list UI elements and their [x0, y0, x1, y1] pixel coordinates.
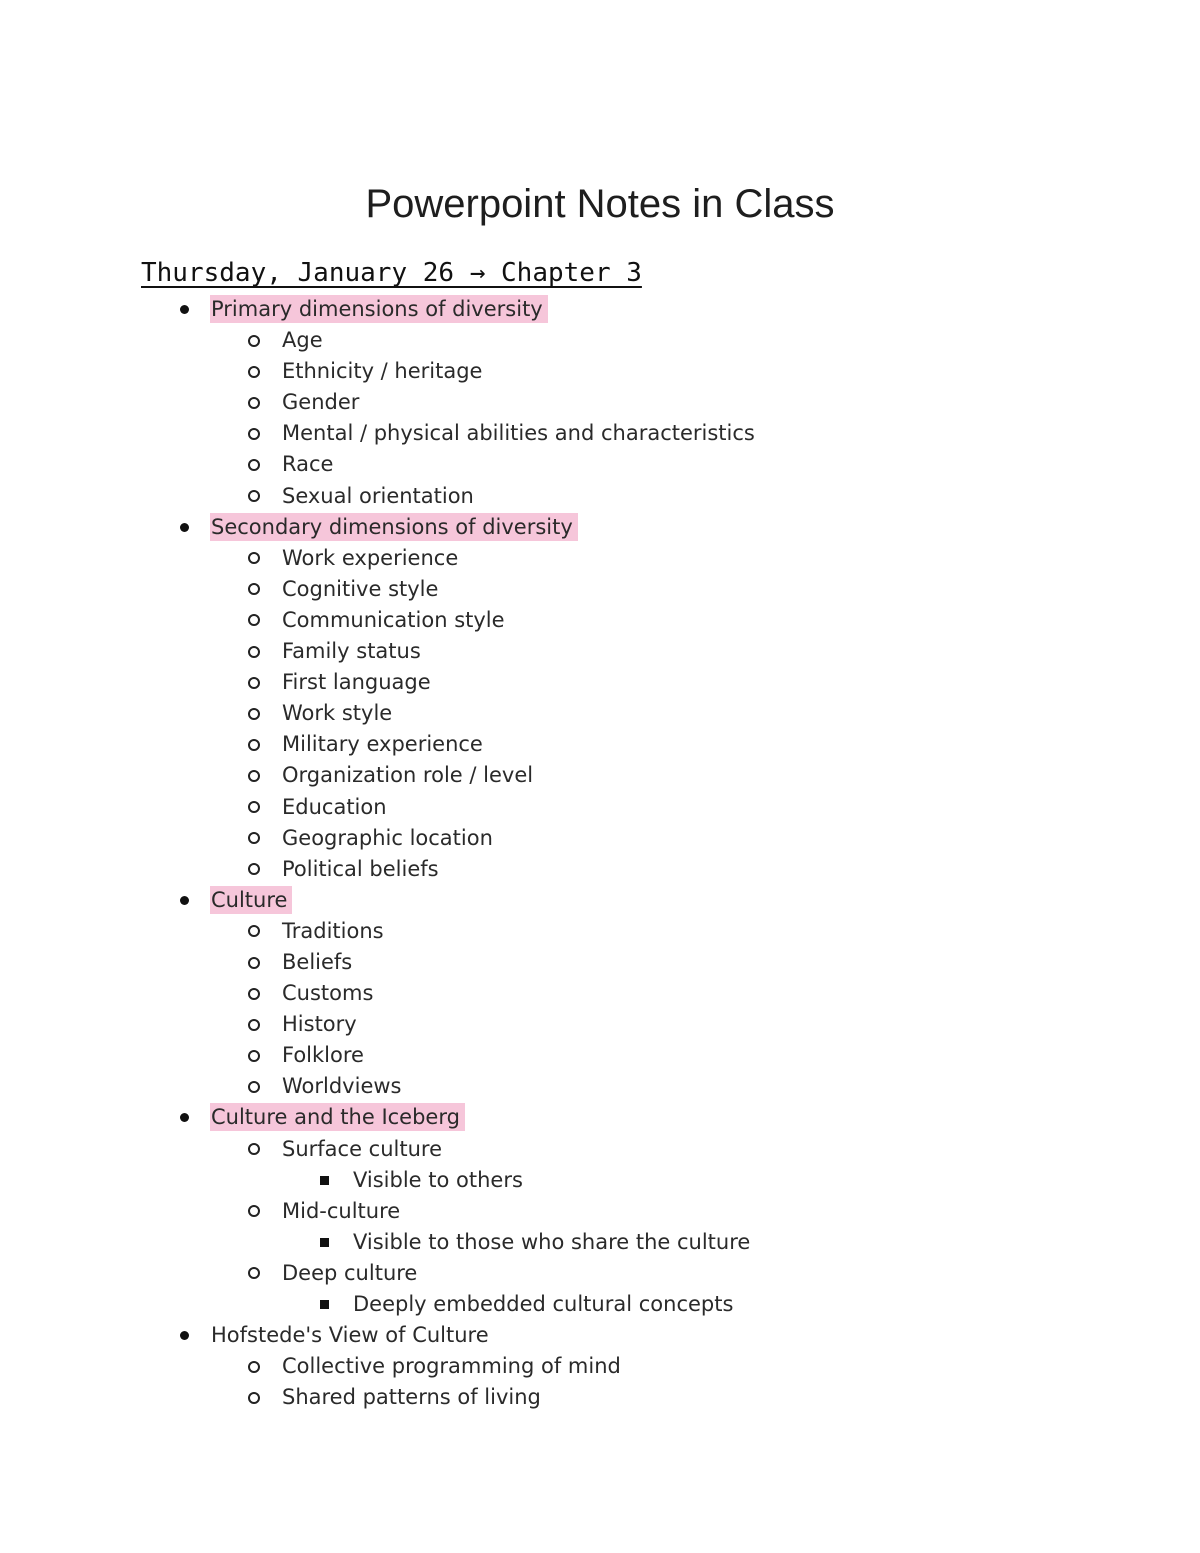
bullet-label: Hofstede's View of Culture [211, 1323, 489, 1348]
bullet-label: Family status [282, 639, 421, 664]
bullet-text [282, 356, 482, 387]
bullet-label: Military experience [282, 732, 483, 757]
bullet-item [0, 512, 1200, 543]
hollow-bullet-icon [246, 574, 262, 605]
bullet-text [282, 1351, 621, 1382]
hollow-bullet-icon [246, 1134, 262, 1165]
square-bullet-icon [316, 1227, 332, 1258]
sub-bullet-item [0, 947, 1200, 978]
bullet-label: Beliefs [282, 949, 353, 974]
hollow-bullet-icon [246, 1071, 262, 1102]
sub-bullet-item [0, 325, 1200, 356]
hollow-bullet-icon [246, 605, 262, 636]
bullet-text [282, 605, 505, 636]
sub-bullet-item [0, 1196, 1200, 1227]
bullet-text [282, 1258, 417, 1289]
bullet-text [282, 947, 352, 978]
sub-bullet-item [0, 916, 1200, 947]
bullet-label: Folklore [282, 1043, 364, 1068]
sub-sub-bullet-item [0, 1227, 1200, 1258]
filled-bullet-icon [176, 294, 192, 325]
bullet-text [353, 1165, 523, 1196]
bullet-text [353, 1227, 750, 1258]
bullet-text [282, 325, 323, 356]
bullet-text [282, 854, 439, 885]
highlighted-text: Culture [210, 886, 292, 914]
bullet-label: Education [282, 794, 387, 819]
bullet-text [282, 481, 474, 512]
sub-bullet-item [0, 792, 1200, 823]
bullet-item [0, 1320, 1200, 1351]
sub-bullet-item [0, 667, 1200, 698]
bullet-item [0, 294, 1200, 325]
hollow-bullet-icon [246, 418, 262, 449]
bullet-label: Organization role / level [282, 763, 534, 788]
sub-bullet-item [0, 1351, 1200, 1382]
hollow-bullet-icon [246, 1351, 262, 1382]
bullet-text [282, 636, 421, 667]
hollow-bullet-icon [246, 916, 262, 947]
bullet-text [282, 792, 387, 823]
bullet-label: Communication style [282, 607, 505, 632]
hollow-bullet-icon [246, 481, 262, 512]
hollow-bullet-icon [246, 1196, 262, 1227]
bullet-text [282, 1196, 400, 1227]
bullet-label: Surface culture [282, 1136, 443, 1161]
hollow-bullet-icon [246, 543, 262, 574]
sub-bullet-item [0, 418, 1200, 449]
bullet-label: Age [282, 328, 323, 353]
bullet-label: Race [282, 452, 334, 477]
bullet-item [0, 1102, 1200, 1133]
bullet-text [211, 1320, 489, 1351]
sub-bullet-item [0, 1134, 1200, 1165]
bullet-label: Work style [282, 701, 393, 726]
bullet-text [282, 823, 493, 854]
bullet-label: History [282, 1012, 357, 1037]
hollow-bullet-icon [246, 698, 262, 729]
sub-bullet-item [0, 356, 1200, 387]
bullet-text [282, 574, 438, 605]
hollow-bullet-icon [246, 325, 262, 356]
bullet-text [282, 449, 333, 480]
filled-bullet-icon [176, 1320, 192, 1351]
bullet-text [282, 418, 755, 449]
bullet-text [282, 729, 483, 760]
bullet-label: Mental / physical abilities and characteristics [282, 421, 755, 446]
hollow-bullet-icon [246, 449, 262, 480]
bullet-text [353, 1289, 733, 1320]
bullet-text [282, 1382, 541, 1413]
hollow-bullet-icon [246, 729, 262, 760]
sub-bullet-item [0, 1040, 1200, 1071]
hollow-bullet-icon [246, 854, 262, 885]
bullet-text [282, 916, 384, 947]
bullet-text [282, 1009, 357, 1040]
bullet-text [282, 1040, 364, 1071]
hollow-bullet-icon [246, 1009, 262, 1040]
hollow-bullet-icon [246, 636, 262, 667]
sub-sub-bullet-item [0, 1289, 1200, 1320]
bullet-label: Traditions [282, 918, 384, 943]
hollow-bullet-icon [246, 1040, 262, 1071]
bullet-text [282, 698, 392, 729]
sub-bullet-item [0, 543, 1200, 574]
bullet-text [282, 1071, 401, 1102]
highlighted-text: Culture and the Iceberg [210, 1103, 465, 1131]
bullet-label: Political beliefs [282, 856, 439, 881]
hollow-bullet-icon [246, 978, 262, 1009]
bullet-label: First language [282, 670, 431, 695]
bullet-label: Deeply embedded cultural concepts [353, 1292, 734, 1316]
square-bullet-icon [316, 1289, 332, 1320]
highlighted-text: Secondary dimensions of diversity [210, 513, 578, 541]
bullet-item [0, 885, 1200, 916]
sub-bullet-item [0, 1071, 1200, 1102]
bullet-label: Geographic location [282, 825, 493, 850]
bullet-label: Ethnicity / heritage [282, 359, 483, 384]
hollow-bullet-icon [246, 792, 262, 823]
filled-bullet-icon [176, 512, 192, 543]
bullet-label: Customs [282, 981, 374, 1006]
sub-bullet-item [0, 978, 1200, 1009]
hollow-bullet-icon [246, 387, 262, 418]
document-title: Powerpoint Notes in Class [365, 182, 835, 226]
bullet-label: Deep culture [282, 1260, 418, 1285]
bullet-text [282, 760, 533, 791]
sub-bullet-item [0, 854, 1200, 885]
sub-sub-bullet-item [0, 1165, 1200, 1196]
bullet-label: Shared patterns of living [282, 1385, 541, 1410]
bullet-label: Worldviews [282, 1074, 402, 1099]
bullet-text [211, 512, 578, 543]
sub-bullet-item [0, 574, 1200, 605]
sub-bullet-item [0, 729, 1200, 760]
sub-bullet-item [0, 1258, 1200, 1289]
bullet-label: Mid-culture [282, 1198, 401, 1223]
bullet-label: Cognitive style [282, 576, 439, 601]
sub-bullet-item [0, 1009, 1200, 1040]
sub-bullet-item [0, 449, 1200, 480]
hollow-bullet-icon [246, 356, 262, 387]
bullet-label: Collective programming of mind [282, 1354, 621, 1379]
highlighted-text: Primary dimensions of diversity [210, 295, 548, 323]
bullet-label: Visible to others [353, 1167, 523, 1192]
hollow-bullet-icon [246, 1258, 262, 1289]
sub-bullet-item [0, 823, 1200, 854]
filled-bullet-icon [176, 1102, 192, 1133]
bullet-text [282, 387, 359, 418]
bullet-text [211, 1102, 465, 1133]
sub-bullet-item [0, 481, 1200, 512]
bullet-label: Visible to those who share the culture [353, 1229, 751, 1254]
hollow-bullet-icon [246, 667, 262, 698]
sub-bullet-item [0, 760, 1200, 791]
bullet-text [282, 543, 458, 574]
notes-outline [0, 294, 1200, 1413]
bullet-label: Gender [282, 390, 360, 415]
sub-bullet-item [0, 1382, 1200, 1413]
square-bullet-icon [316, 1165, 332, 1196]
bullet-label: Work experience [282, 545, 459, 570]
bullet-text [282, 978, 373, 1009]
bullet-label: Sexual orientation [282, 483, 474, 508]
bullet-text [211, 885, 292, 916]
sub-bullet-item [0, 605, 1200, 636]
sub-bullet-item [0, 698, 1200, 729]
hollow-bullet-icon [246, 823, 262, 854]
hollow-bullet-icon [246, 760, 262, 791]
bullet-text [282, 667, 431, 698]
sub-bullet-item [0, 636, 1200, 667]
filled-bullet-icon [176, 885, 192, 916]
sub-bullet-item [0, 387, 1200, 418]
section-heading: Thursday, January 26 → Chapter 3 [141, 258, 642, 288]
bullet-text [282, 1134, 442, 1165]
hollow-bullet-icon [246, 947, 262, 978]
bullet-text [211, 294, 548, 325]
hollow-bullet-icon [246, 1382, 262, 1413]
